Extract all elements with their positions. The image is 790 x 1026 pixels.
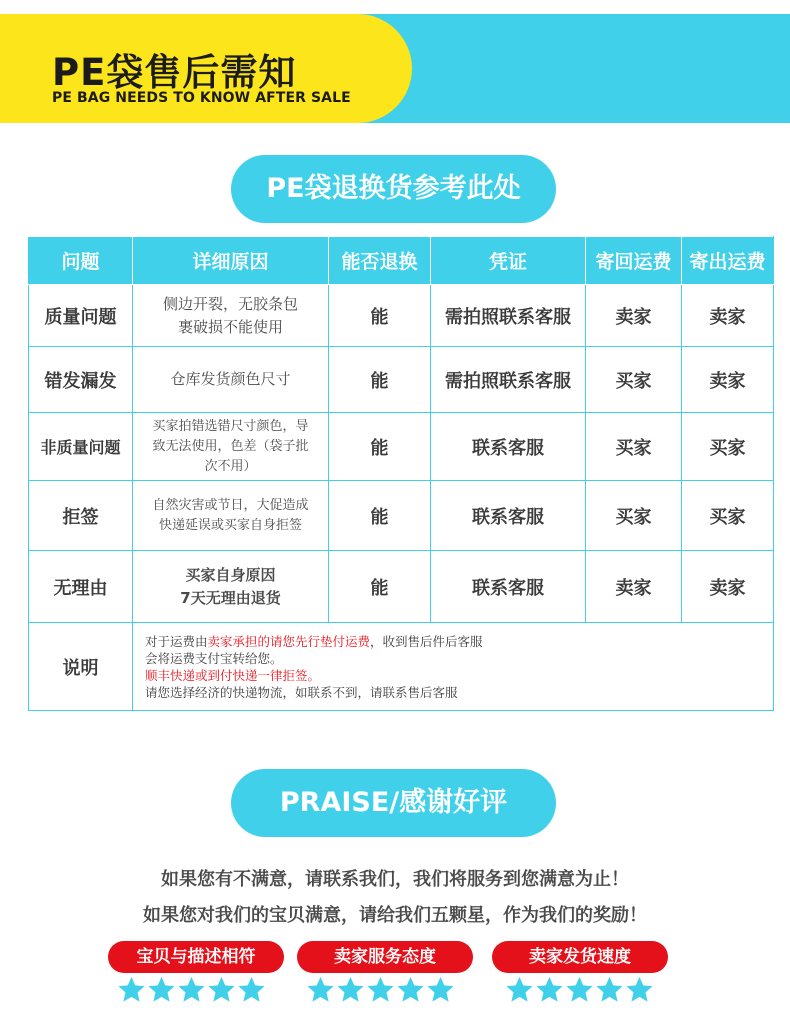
table-row: [29, 285, 774, 347]
reason-line: 买家自身原因: [185, 565, 276, 584]
row-return-fee: 卖家: [586, 285, 682, 347]
table-note-row: [29, 623, 774, 711]
row-issue: 无理由: [29, 551, 133, 623]
row-proof: 联系客服: [431, 551, 586, 623]
note-highlight: 卖家承担的请您先行垫付运费: [207, 633, 371, 649]
row-reason: [133, 413, 329, 481]
row-issue: 质量问题: [29, 285, 133, 347]
star-icon: [426, 975, 455, 1004]
header-banner: [0, 14, 790, 123]
star-icon: [396, 975, 425, 1004]
rating-badge-shipping: 卖家发货速度: [492, 941, 668, 973]
page-title: PE袋售后需知: [52, 51, 297, 94]
star-rating-shipping: [505, 975, 654, 1009]
note-text: [133, 623, 774, 711]
row-issue: 拒签: [29, 481, 133, 551]
star-icon: [505, 975, 534, 1004]
praise-text-line: 如果您有不满意，请联系我们，我们将服务到您满意为止！: [161, 869, 629, 890]
note-warning-line: 顺丰快递或到付快递一律拒签。: [145, 667, 321, 683]
row-return-fee: 买家: [586, 481, 682, 551]
row-return-fee: 卖家: [586, 551, 682, 623]
row-send-fee: 卖家: [682, 551, 774, 623]
note-text-part: ，收到售后件后客服: [370, 633, 483, 649]
row-reason: [133, 285, 329, 347]
note-line: [145, 633, 761, 650]
row-send-fee: 卖家: [682, 285, 774, 347]
row-proof: 需拍照联系客服: [431, 347, 586, 413]
column-header-return-fee: 寄回运费: [586, 237, 682, 285]
star-icon: [565, 975, 594, 1004]
row-return-fee: 买家: [586, 347, 682, 413]
row-returnable: 能: [329, 551, 431, 623]
row-returnable: 能: [329, 413, 431, 481]
reason-line: 侧边开裂，无胶条包: [162, 294, 298, 313]
row-proof: 需拍照联系客服: [431, 285, 586, 347]
table-row: [29, 551, 774, 623]
reason-line: 次不用）: [204, 458, 257, 474]
note-line: 会将运费支付宝转给您。: [145, 650, 283, 666]
star-icon: [535, 975, 564, 1004]
row-return-fee: 买家: [586, 413, 682, 481]
note-text-part: 对于运费由: [145, 633, 208, 649]
reason-line: 7天无理由退货: [180, 588, 281, 607]
star-rating-service: [306, 975, 455, 1009]
row-returnable: 能: [329, 347, 431, 413]
reason-line: 快递延误或买家自身拒签: [158, 517, 302, 533]
note-label: 说明: [29, 623, 133, 711]
row-reason: [133, 347, 329, 413]
star-icon: [336, 975, 365, 1004]
row-send-fee: 卖家: [682, 347, 774, 413]
reason-line: 致无法使用，色差（袋子批: [152, 438, 309, 454]
rating-badge-service: 卖家服务态度: [297, 941, 473, 973]
header-yellow-panel: [0, 14, 412, 123]
note-line: 请您选择经济的快递物流，如联系不到，请联系售后客服: [145, 684, 458, 700]
star-icon: [366, 975, 395, 1004]
row-returnable: 能: [329, 285, 431, 347]
star-icon: [147, 975, 176, 1004]
row-send-fee: 买家: [682, 413, 774, 481]
column-header-issue: 问题: [29, 237, 133, 285]
column-header-send-fee: 寄出运费: [682, 237, 774, 285]
reason-line: 买家拍错选错尺寸颜色，导: [152, 418, 309, 434]
row-returnable: 能: [329, 481, 431, 551]
star-icon: [177, 975, 206, 1004]
row-issue: 非质量问题: [29, 413, 133, 481]
row-proof: 联系客服: [431, 481, 586, 551]
star-icon: [595, 975, 624, 1004]
row-reason: [133, 481, 329, 551]
praise-text-line: 如果您对我们的宝贝满意，请给我们五颗星，作为我们的奖励！: [143, 905, 647, 926]
table-row: [29, 481, 774, 551]
reason-line: 仓库发货颜色尺寸: [170, 370, 291, 388]
star-rating-description: [117, 975, 266, 1009]
table-row: [29, 413, 774, 481]
rating-badge-description: 宝贝与描述相符: [108, 941, 284, 973]
row-send-fee: 买家: [682, 481, 774, 551]
reason-line: 裹破损不能使用: [177, 317, 283, 336]
star-icon: [117, 975, 146, 1004]
return-policy-table: [28, 236, 774, 711]
table-row: [29, 347, 774, 413]
reason-line: 自然灾害或节日，大促造成: [152, 497, 309, 513]
column-header-returnable: 能否退换: [329, 237, 431, 285]
star-icon: [306, 975, 335, 1004]
row-reason: [133, 551, 329, 623]
row-proof: 联系客服: [431, 413, 586, 481]
star-icon: [207, 975, 236, 1004]
star-icon: [237, 975, 266, 1004]
star-icon: [625, 975, 654, 1004]
page-subtitle: PE BAG NEEDS TO KNOW AFTER SALE: [52, 90, 351, 106]
row-issue: 错发漏发: [29, 347, 133, 413]
return-section-title: PE袋退换货参考此处: [231, 155, 556, 223]
table-header-row: [29, 237, 774, 285]
column-header-reason: 详细原因: [133, 237, 329, 285]
praise-section-title: PRAISE/感谢好评: [231, 769, 556, 837]
column-header-proof: 凭证: [431, 237, 586, 285]
